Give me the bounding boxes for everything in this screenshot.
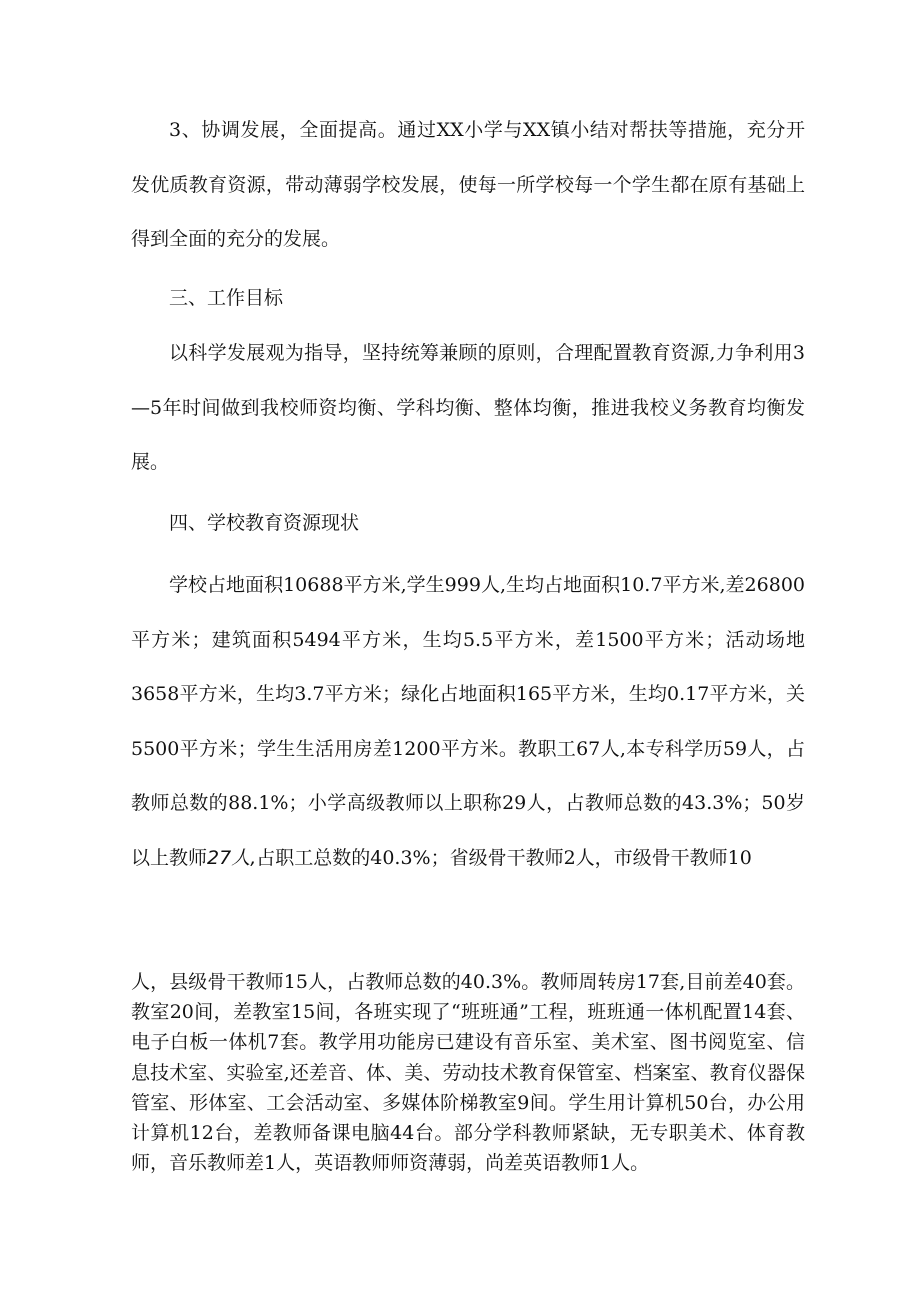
paragraph-resource-status: [131, 558, 805, 886]
section-heading-work-goals: 三、工作目标: [169, 287, 284, 309]
paragraph-coordinated-development: 3、协调发展，全面提高。通过XX小学与XX镇小结对帮扶等措施，充分开发优质教育资源，带动薄弱学校发展，使每一所学校每一个学生都在原有基础上得到全面的充分的发展。: [131, 119, 805, 251]
resource-status-text-italic: 27人,: [207, 846, 257, 869]
resource-status-text-c: 占职工总数的40.3%；省级骨干教师2人，市级骨干教师10: [256, 846, 752, 869]
resource-status-text-a: 学校占地面积10688平方米,学生999人,生均占地面积10.7平方米,差26800平方米；建筑面积5494平方米，生均5.5平方米，差1500平方米；活动场地3658平方米，生均3.7平方米；绿化占地面积165平方米，生均0.17平方米，关5500平方米；学生生活用房差1200平方米。教职工67人,本专科学历59人，占教师总数的88.1%；小学高级教师以上职称29人，占教师总数的43.3%；50岁以上教师: [131, 574, 805, 869]
paragraph-work-goals: 以科学发展观为指导，坚持统筹兼顾的原则，合理配置教育资源,力争利用3—5年时间做到我校师资均衡、学科均衡、整体均衡，推进我校义务教育均衡发展。: [131, 342, 805, 474]
paragraph-resource-status-continued: 人，县级骨干教师15人，占教师总数的40.3%。教师周转房17套,目前差40套。教室20间，差教室15间，各班实现了“班班通”工程，班班通一体机配置14套、电子白板一体机7套。教学用功能房已建设有音乐室、美术室、图书阅览室、信息技术室、实验室,还差音、体、美、劳动技术教育保管室、档案室、教育仪器保管室、形体室、工会活动室、多媒体阶梯教室9间。学生用计算机50台，办公用计算机12台，差教师备课电脑44台。部分学科教师紧缺，无专职美术、体育教师，音乐教师差1人，英语教师师资薄弱，尚差英语教师1人。: [131, 971, 805, 1175]
section-heading-resource-status: 四、学校教育资源现状: [169, 512, 360, 534]
